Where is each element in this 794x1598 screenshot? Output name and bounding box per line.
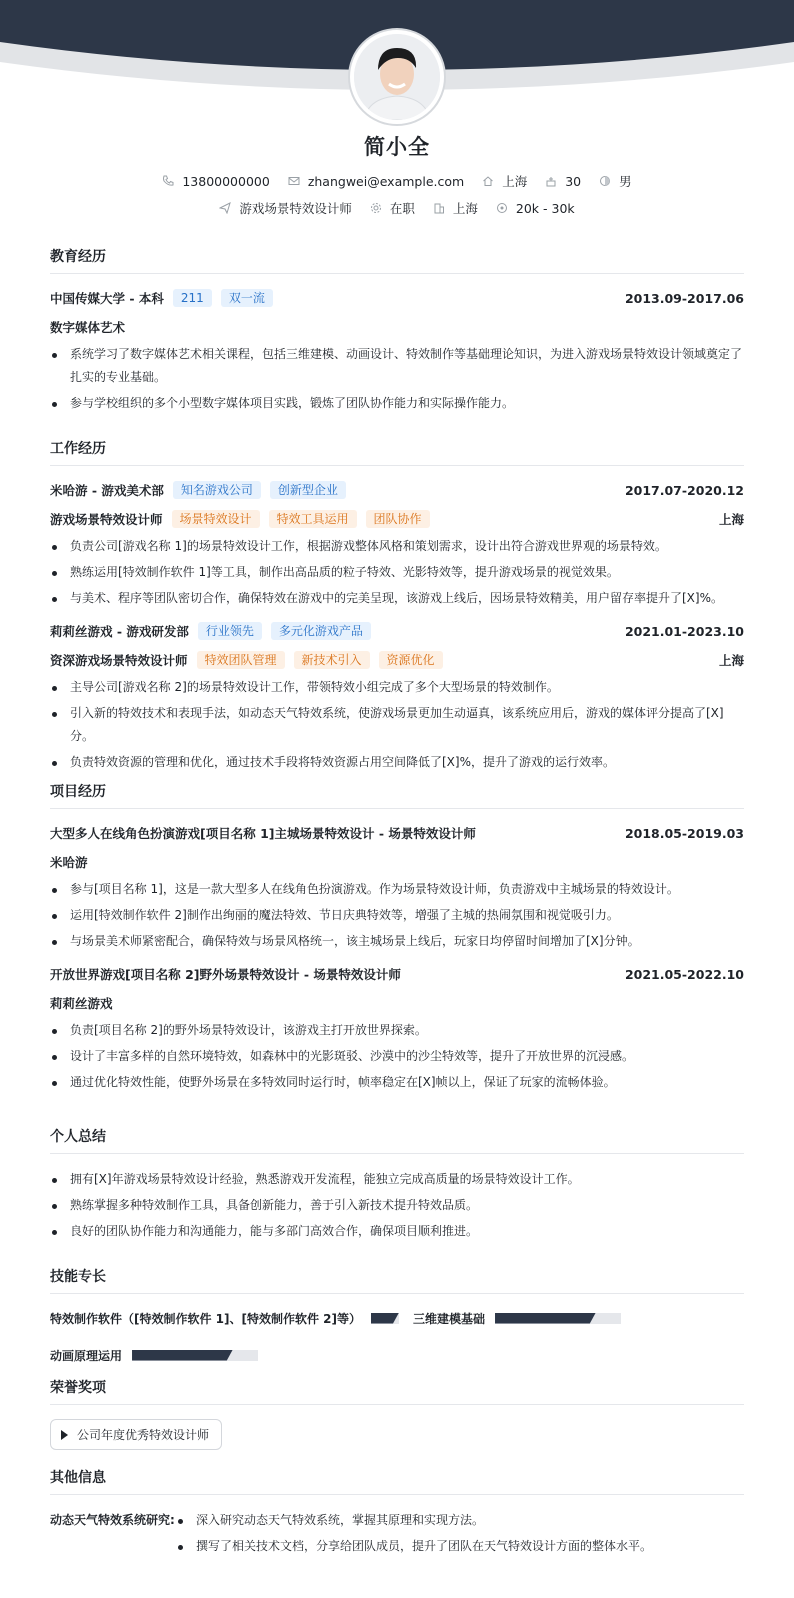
company-name: 米哈游 - 游戏美术部 — [50, 483, 164, 498]
company-name: 莉莉丝游戏 - 游戏研发部 — [50, 624, 189, 639]
city-text: 上海 — [452, 201, 478, 216]
skills-row — [50, 1308, 744, 1328]
role-tag: 资源优化 — [379, 651, 443, 669]
work-role-row — [50, 650, 744, 670]
contact-gender — [599, 172, 632, 190]
phone-text: 13800000000 — [182, 173, 270, 189]
section-summary — [50, 1126, 744, 1246]
section-title: 项目经历 — [50, 781, 744, 809]
location-text: 上海 — [502, 174, 528, 189]
status-text: 在职 — [389, 201, 415, 216]
gear-icon — [370, 202, 382, 214]
list-item: 撰写了相关技术文档，分享给团队成员，提升了团队在天气特效设计方面的整体水平。 — [176, 1535, 652, 1558]
home-icon — [482, 175, 494, 187]
contact-location — [482, 172, 527, 190]
section-title: 工作经历 — [50, 438, 744, 466]
section-title: 个人总结 — [50, 1126, 744, 1154]
work-city: 上海 — [718, 653, 744, 668]
project-bullets — [50, 1019, 744, 1094]
intent-salary — [496, 201, 575, 216]
major-name: 数字媒体艺术 — [50, 320, 126, 335]
project-org: 米哈游 — [50, 855, 88, 870]
candidate-name: 简小全 — [364, 135, 430, 159]
project-header — [50, 964, 744, 984]
skill-name: 三维建模基础 — [413, 1311, 486, 1326]
list-item: 主导公司[游戏名称 2]的场景特效设计工作，带领特效小组完成了多个大型场景的特效制作。 — [50, 676, 744, 699]
work-bullets — [50, 676, 744, 774]
list-item: 熟练掌握多种特效制作工具，具备创新能力，善于引入新技术提升特效品质。 — [50, 1194, 744, 1217]
skill-item — [50, 1347, 258, 1364]
skill-name: 特效制作软件（[特效制作软件 1]、[特效制作软件 2]等） — [50, 1311, 361, 1326]
project-name: 开放世界游戏[项目名称 2]野外场景特效设计 - 场景特效设计师 — [50, 967, 401, 982]
skill-item — [50, 1310, 399, 1327]
section-title: 教育经历 — [50, 246, 744, 274]
education-bullets — [50, 343, 744, 415]
list-item: 与美术、程序等团队密切合作，确保特效在游戏中的完美呈现，该游戏上线后，因场景特效精美，用户留存率提升了[X]%。 — [50, 587, 744, 610]
project-date: 2018.05-2019.03 — [624, 825, 744, 841]
role-name: 游戏场景特效设计师 — [50, 512, 163, 527]
list-item: 负责[项目名称 2]的野外场景特效设计，该游戏主打开放世界探索。 — [50, 1019, 744, 1042]
work-role-row — [50, 509, 744, 529]
section-skills — [50, 1266, 744, 1365]
other-bullets — [176, 1509, 652, 1561]
company-tag: 知名游戏公司 — [173, 481, 261, 499]
contact-email — [288, 174, 464, 189]
send-icon — [219, 202, 231, 214]
contact-age — [545, 174, 581, 189]
work-bullets — [50, 535, 744, 610]
section-work — [50, 438, 744, 777]
project-org-row — [50, 852, 744, 872]
work-item-header — [50, 480, 744, 500]
role-tag: 特效工具运用 — [269, 510, 357, 528]
section-title: 技能专长 — [50, 1266, 744, 1294]
skill-item — [413, 1310, 621, 1327]
section-honors — [50, 1377, 744, 1450]
list-item: 运用[特效制作软件 2]制作出绚丽的魔法特效、节日庆典特效等，增强了主城的热闹氛围和视觉吸引力。 — [50, 904, 744, 927]
company-tag: 创新型企业 — [270, 481, 346, 499]
skill-bar — [132, 1350, 258, 1361]
position-text: 游戏场景特效设计师 — [239, 201, 352, 216]
gender-text: 男 — [619, 174, 632, 189]
honor-item[interactable] — [50, 1419, 222, 1450]
intent-city — [433, 199, 478, 217]
list-item: 拥有[X]年游戏场景特效设计经验，熟悉游戏开发流程，能独立完成高质量的场景特效设计工作。 — [50, 1168, 744, 1191]
role-tag: 特效团队管理 — [197, 651, 285, 669]
email-text: zhangwei@example.com — [307, 173, 465, 189]
work-item-header — [50, 621, 744, 641]
coin-icon — [496, 202, 508, 214]
list-item: 深入研究动态天气特效系统，掌握其原理和实现方法。 — [176, 1509, 652, 1532]
education-major-row — [50, 317, 744, 337]
skill-bar-fill — [132, 1350, 233, 1361]
project-org: 莉莉丝游戏 — [50, 996, 113, 1011]
list-item: 通过优化特效性能，使野外场景在多特效同时运行时，帧率稳定在[X]帧以上，保证了玩家的流畅体验。 — [50, 1071, 744, 1094]
avatar-portrait-icon — [354, 34, 440, 120]
project-date: 2021.05-2022.10 — [624, 966, 744, 982]
other-label: 动态天气特效系统研究: — [50, 1513, 175, 1527]
list-item: 设计了丰富多样的自然环境特效，如森林中的光影斑驳、沙漠中的沙尘特效等，提升了开放世界的沉浸感。 — [50, 1045, 744, 1068]
list-item: 熟练运用[特效制作软件 1]等工具，制作出高品质的粒子特效、光影特效等，提升游戏场景的视觉效果。 — [50, 561, 744, 584]
list-item: 系统学习了数字媒体艺术相关课程，包括三维建模、动画设计、特效制作等基础理论知识，为进入游戏场景特效设计领域奠定了扎实的专业基础。 — [50, 343, 744, 389]
honor-name: 公司年度优秀特效设计师 — [77, 1428, 210, 1442]
school-name: 中国传媒大学 - 本科 — [50, 291, 164, 306]
section-title: 荣誉奖项 — [50, 1377, 744, 1405]
contact-row-basic — [0, 172, 794, 190]
skill-bar — [371, 1313, 399, 1324]
section-other — [50, 1467, 744, 1561]
skill-bar-fill — [371, 1313, 399, 1324]
work-date: 2021.01-2023.10 — [624, 623, 744, 639]
education-header — [50, 288, 744, 308]
school-tag: 双一流 — [221, 289, 273, 307]
contact-row-intent — [0, 199, 794, 217]
project-bullets — [50, 878, 744, 953]
list-item: 良好的团队协作能力和沟通能力，能与多部门高效合作，确保项目顺利推进。 — [50, 1220, 744, 1243]
company-tag: 多元化游戏产品 — [271, 622, 371, 640]
list-item: 参与[项目名称 1]，这是一款大型多人在线角色扮演游戏。作为场景特效设计师，负责游戏中主城场景的特效设计。 — [50, 878, 744, 901]
phone-icon — [162, 175, 174, 187]
caret-right-icon — [61, 1430, 68, 1440]
intent-status — [370, 199, 415, 217]
role-tag: 新技术引入 — [294, 651, 370, 669]
section-education — [50, 246, 744, 418]
avatar — [350, 30, 444, 124]
section-projects — [50, 781, 744, 1097]
list-item: 参与学校组织的多个小型数字媒体项目实践，锻炼了团队协作能力和实际操作能力。 — [50, 392, 744, 415]
education-date: 2013.09-2017.06 — [624, 290, 744, 306]
age-text: 30 — [565, 173, 582, 189]
section-title: 其他信息 — [50, 1467, 744, 1495]
project-name: 大型多人在线角色扮演游戏[项目名称 1]主城场景特效设计 - 场景特效设计师 — [50, 826, 476, 841]
skills-row — [50, 1345, 744, 1365]
work-city: 上海 — [718, 512, 744, 527]
skill-bar — [495, 1313, 621, 1324]
role-tag: 团队协作 — [366, 510, 430, 528]
gender-icon — [599, 175, 611, 187]
work-date: 2017.07-2020.12 — [624, 482, 744, 498]
project-header — [50, 823, 744, 843]
skill-name: 动画原理运用 — [50, 1348, 123, 1363]
summary-bullets — [50, 1168, 744, 1243]
school-tag: 211 — [173, 289, 212, 307]
building-icon — [433, 202, 445, 214]
mail-icon — [288, 175, 300, 187]
role-tag: 场景特效设计 — [172, 510, 260, 528]
cake-icon — [545, 175, 557, 187]
intent-position — [219, 199, 352, 217]
role-name: 资深游戏场景特效设计师 — [50, 653, 188, 668]
company-tag: 行业领先 — [198, 622, 262, 640]
contact-phone — [162, 174, 269, 189]
salary-text: 20k - 30k — [515, 200, 575, 216]
other-item — [50, 1509, 744, 1561]
project-org-row — [50, 993, 744, 1013]
skill-bar-fill — [495, 1313, 596, 1324]
list-item: 负责特效资源的管理和优化，通过技术手段将特效资源占用空间降低了[X]%，提升了游戏的运行效率。 — [50, 751, 744, 774]
list-item: 与场景美术师紧密配合，确保特效与场景风格统一，该主城场景上线后，玩家日均停留时间增加了[X]分钟。 — [50, 930, 744, 953]
list-item: 负责公司[游戏名称 1]的场景特效设计工作，根据游戏整体风格和策划需求，设计出符合游戏世界观的场景特效。 — [50, 535, 744, 558]
list-item: 引入新的特效技术和表现手法，如动态天气特效系统，使游戏场景更加生动逼真，该系统应用后，游戏的媒体评分提高了[X]分。 — [50, 702, 744, 748]
